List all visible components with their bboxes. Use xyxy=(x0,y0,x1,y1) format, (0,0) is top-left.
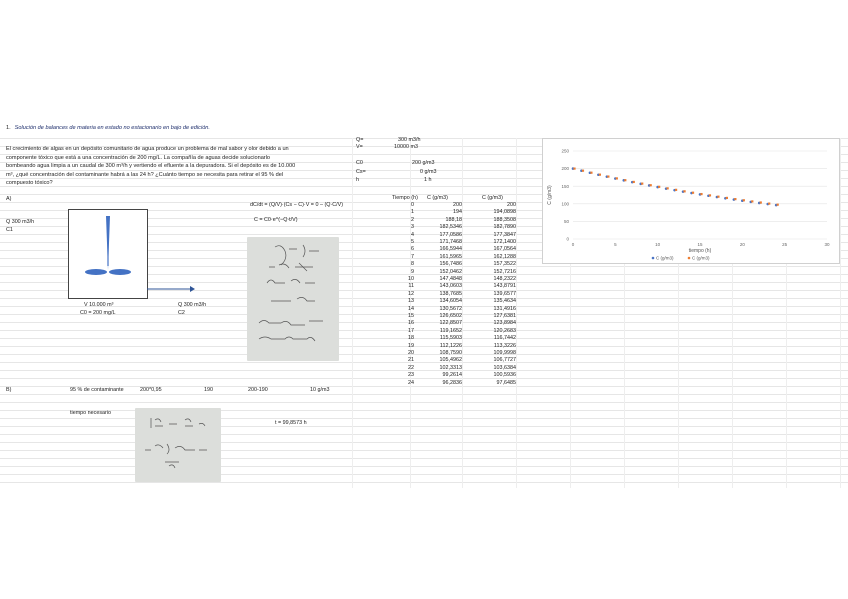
legend-marker xyxy=(688,257,691,260)
data-point-series-2 xyxy=(667,187,669,189)
table-header-time: Tiempo (h) xyxy=(392,195,418,201)
table-cell-concentration[interactable]: 188,3508 xyxy=(493,216,516,223)
data-point-series-2 xyxy=(582,170,584,172)
time-result[interactable] xyxy=(275,420,307,427)
table-cell-concentration[interactable]: 162,1288 xyxy=(493,253,516,260)
table-cell-concentration[interactable]: 188,18 xyxy=(445,216,462,223)
data-point-series-2 xyxy=(683,190,685,192)
table-cell-concentration[interactable]: 167,0564 xyxy=(493,246,516,253)
table-cell-time[interactable]: 3 xyxy=(411,224,414,231)
handwritten-derivation-photo xyxy=(247,237,339,361)
table-cell-time[interactable]: 22 xyxy=(408,364,414,371)
table-cell-concentration[interactable]: 171,7468 xyxy=(439,239,462,245)
data-point-series-2 xyxy=(751,200,753,202)
table-cell-concentration[interactable]: 120,2683 xyxy=(493,327,516,334)
table-cell-concentration[interactable]: 152,0462 xyxy=(439,268,462,275)
problem-statement: El crecimiento de algas en un depósito comunitario de agua produce un problema de mal sabor y olor debido a un componente tóxico que está a una concentración de 200 mg/L. La compañía de aguas decide solucionarlo bombeando agua limpia a un caudal de 300 m³/h y vertiendo el efluente a la depuradora. Si el depósito es de 10.000 m³, ¿qué concentración del contaminante habrá a las 24 h? ¿Cuánto tiempo se necesita para retirar el 95 % del compuesto tóxico? xyxy=(6,146,296,187)
data-point-series-2 xyxy=(624,179,626,181)
table-cell-concentration[interactable]: 157,3522 xyxy=(493,261,516,268)
table-cell-time[interactable]: 18 xyxy=(408,335,414,342)
table-cell-time[interactable]: 8 xyxy=(411,261,414,268)
table-cell-concentration[interactable]: 177,0586 xyxy=(439,231,462,238)
table-cell-concentration[interactable]: 143,8791 xyxy=(493,283,516,290)
data-point-series-2 xyxy=(573,168,575,170)
table-cell-time[interactable]: 17 xyxy=(408,327,414,334)
table-cell-concentration[interactable]: 200 xyxy=(507,202,516,208)
data-point-series-2 xyxy=(599,174,601,176)
table-cell-concentration[interactable]: 194,0898 xyxy=(493,209,516,216)
y-axis-title: C (g/m3) xyxy=(547,185,553,205)
data-point-series-2 xyxy=(726,197,728,199)
x-tick-label: 10 xyxy=(655,242,661,247)
time-result-label: t = xyxy=(275,420,282,426)
table-cell-concentration[interactable]: 172,1400 xyxy=(493,239,516,245)
table-cell-time[interactable]: 24 xyxy=(408,379,414,386)
param-value-q[interactable]: 300 m3/h xyxy=(398,137,421,143)
table-cell-time[interactable]: 0 xyxy=(411,202,414,208)
table-cell-concentration[interactable]: 138,7685 xyxy=(439,290,462,297)
table-cell-time[interactable]: 14 xyxy=(408,305,414,312)
concentration-chart[interactable] xyxy=(542,138,840,264)
table-cell-concentration[interactable]: 131,4916 xyxy=(493,305,516,312)
data-point-series-2 xyxy=(760,201,762,203)
c2-label: C2 xyxy=(178,310,185,316)
table-cell-time[interactable]: 19 xyxy=(408,342,414,349)
table-cell-concentration[interactable]: 134,6054 xyxy=(439,298,462,305)
y-tick-label: 50 xyxy=(563,219,569,224)
table-cell-concentration[interactable]: 127,6381 xyxy=(493,313,516,319)
legend-marker xyxy=(652,257,655,260)
param-value-h[interactable]: 1 h xyxy=(424,177,432,183)
table-cell-concentration[interactable]: 148,2322 xyxy=(493,276,516,282)
data-point-series-2 xyxy=(743,199,745,201)
data-point-series-2 xyxy=(650,184,652,186)
table-cell-concentration[interactable]: 108,7590 xyxy=(439,350,462,356)
x-tick-label: 25 xyxy=(782,242,788,247)
table-cell-time[interactable]: 2 xyxy=(411,216,414,223)
table-cell-concentration[interactable]: 161,5965 xyxy=(439,253,462,260)
data-point-series-2 xyxy=(641,183,643,185)
time-needed-label: tiempo necesario xyxy=(70,410,112,416)
data-point-series-2 xyxy=(658,186,660,188)
table-cell-time[interactable]: 11 xyxy=(408,283,414,290)
table-cell-time[interactable]: 20 xyxy=(408,350,414,356)
c-final-calc-cell[interactable]: 200-190 xyxy=(248,387,268,393)
percent-calc-cell[interactable]: 200*0,95 xyxy=(140,387,162,393)
handwriting-scribble xyxy=(247,237,339,361)
table-cell-concentration[interactable]: 102,3313 xyxy=(439,364,462,371)
q-in-label: Q 300 m3/h xyxy=(6,219,35,225)
table-cell-concentration[interactable]: 105,4962 xyxy=(439,357,462,364)
param-value-c0[interactable]: 200 g/m3 xyxy=(412,160,435,166)
param-label-cs: Cs= xyxy=(356,169,366,175)
table-cell-concentration[interactable]: 115,5903 xyxy=(439,335,462,342)
data-point-series-2 xyxy=(768,202,770,204)
exercise-number: 1. xyxy=(6,125,11,131)
time-result-unit: h xyxy=(303,420,307,426)
table-header-conc-b: C (g/m3) xyxy=(482,195,503,201)
data-point-series-2 xyxy=(590,172,592,174)
c-final-cell[interactable] xyxy=(310,387,329,394)
percent-removal-label: 95 % de contaminante xyxy=(70,387,124,393)
table-cell-concentration[interactable]: 182,5346 xyxy=(439,224,462,231)
table-cell-concentration[interactable]: 103,6384 xyxy=(493,364,516,371)
legend-label: C (g/m3) xyxy=(692,255,710,261)
table-cell-time[interactable]: 4 xyxy=(411,231,414,238)
table-cell-concentration[interactable]: 166,5944 xyxy=(439,246,462,253)
y-tick-label: 0 xyxy=(566,236,569,242)
y-tick-label: 200 xyxy=(561,166,569,172)
param-value-v[interactable]: 10000 m3 xyxy=(394,144,418,150)
tank-drawing xyxy=(69,210,147,298)
table-cell-concentration[interactable]: 122,8507 xyxy=(439,320,462,327)
data-point-series-2 xyxy=(734,198,736,200)
chart-svg xyxy=(543,139,839,263)
table-cell-concentration[interactable]: 99,2614 xyxy=(442,372,462,379)
x-axis-title: tiempo (h) xyxy=(688,248,712,254)
tank-initial-concentration: C0 = 200 mg/L xyxy=(80,310,116,316)
table-cell-concentration[interactable]: 97,6485 xyxy=(496,379,516,386)
exercise-title xyxy=(6,125,210,131)
table-header-conc-a: C (g/m3) xyxy=(427,195,448,201)
data-point-series-2 xyxy=(633,181,635,183)
table-cell-concentration[interactable]: 156,7486 xyxy=(439,261,462,268)
table-cell-concentration[interactable]: 123,8984 xyxy=(493,320,516,327)
table-cell-concentration[interactable]: 106,7727 xyxy=(493,357,516,364)
data-point-series-2 xyxy=(607,175,609,177)
table-cell-time[interactable]: 13 xyxy=(408,298,414,305)
x-tick-label: 0 xyxy=(571,242,575,247)
table-cell-time[interactable]: 7 xyxy=(411,253,414,260)
table-cell-time[interactable]: 10 xyxy=(408,276,414,282)
time-result-value: 99,8573 xyxy=(282,420,303,426)
table-cell-concentration[interactable]: 100,5936 xyxy=(493,372,516,379)
table-cell-concentration[interactable]: 177,3847 xyxy=(493,231,516,238)
y-tick-label: 150 xyxy=(561,183,569,189)
impeller-left-blade xyxy=(85,269,107,275)
table-cell-concentration[interactable]: 113,3226 xyxy=(493,342,516,349)
param-label-c0: C0 xyxy=(356,160,363,166)
data-point-series-2 xyxy=(675,189,677,191)
table-cell-concentration[interactable]: 194 xyxy=(453,209,462,216)
data-point-series-2 xyxy=(692,192,694,194)
data-point-series-2 xyxy=(709,194,711,196)
table-cell-concentration[interactable]: 96,2836 xyxy=(442,379,462,386)
tank-diagram xyxy=(68,209,148,299)
param-label-q: Q= xyxy=(356,137,364,143)
table-cell-concentration[interactable]: 119,1652 xyxy=(439,327,462,334)
handwritten-solution-photo xyxy=(135,408,221,482)
table-cell-time[interactable]: 5 xyxy=(411,239,414,245)
table-cell-time[interactable]: 9 xyxy=(411,268,414,275)
inlet-stream xyxy=(106,216,110,270)
section-a-label: A) xyxy=(6,196,12,202)
table-cell-time[interactable]: 21 xyxy=(408,357,414,364)
table-cell-time[interactable]: 1 xyxy=(411,209,414,216)
table-cell-time[interactable]: 6 xyxy=(411,246,414,253)
c-final-unit: g/m3 xyxy=(317,387,330,393)
y-tick-label: 100 xyxy=(561,201,569,207)
exercise-heading: Solución de balances de materia en estado no estacionario en bajo de edición. xyxy=(14,125,210,131)
table-cell-concentration[interactable]: 182,7890 xyxy=(493,224,516,231)
data-point-series-2 xyxy=(717,196,719,198)
q-out-label: Q 300 m3/h xyxy=(178,302,207,308)
tank-volume-label: V 10.000 m³ xyxy=(84,302,114,308)
c1-label: C1 xyxy=(6,227,13,233)
table-cell-time[interactable]: 15 xyxy=(408,313,414,319)
impeller-right-blade xyxy=(109,269,131,275)
x-tick-label: 20 xyxy=(739,242,745,247)
data-point-series-2 xyxy=(700,193,702,195)
x-tick-label: 30 xyxy=(824,242,830,247)
c95-cell[interactable]: 190 xyxy=(204,387,213,393)
x-tick-label: 15 xyxy=(697,242,703,247)
y-tick-label: 250 xyxy=(561,148,569,154)
table-cell-time[interactable]: 23 xyxy=(408,372,414,379)
table-cell-concentration[interactable]: 147,4848 xyxy=(439,276,462,282)
table-cell-concentration[interactable]: 200 xyxy=(453,202,462,208)
table-cell-concentration[interactable]: 109,9998 xyxy=(493,350,516,356)
legend-label: C (g/m3) xyxy=(656,255,674,261)
data-point-series-2 xyxy=(777,204,779,206)
param-value-cs[interactable]: 0 g/m3 xyxy=(420,169,437,175)
table-cell-concentration[interactable]: 112,1226 xyxy=(439,342,462,349)
table-cell-concentration[interactable]: 126,6502 xyxy=(439,313,462,319)
section-b-label: B) xyxy=(6,387,12,393)
table-cell-concentration[interactable]: 135,4634 xyxy=(493,298,516,305)
table-cell-concentration[interactable]: 139,6577 xyxy=(493,290,516,297)
param-label-v: V= xyxy=(356,144,363,150)
data-point-series-2 xyxy=(616,177,618,179)
x-tick-label: 5 xyxy=(614,242,617,247)
table-cell-time[interactable]: 12 xyxy=(408,290,414,297)
outlet-arrow-icon xyxy=(146,285,196,293)
table-cell-concentration[interactable]: 143,0603 xyxy=(439,283,462,290)
solution-equation-cell[interactable]: C = C0·e^(−Q·t/V) xyxy=(254,217,298,223)
c-final-value: 10 xyxy=(310,387,316,393)
balance-equation-cell[interactable]: dC/dt = (Q/V)·(Cs − C)·V = 0 – (Q·C/V) xyxy=(250,202,344,208)
table-cell-time[interactable]: 16 xyxy=(408,320,414,327)
table-cell-concentration[interactable]: 130,5672 xyxy=(439,305,462,312)
handwriting-scribble-2 xyxy=(135,408,221,482)
table-cell-concentration[interactable]: 152,7216 xyxy=(493,268,516,275)
table-cell-concentration[interactable]: 116,7442 xyxy=(493,335,516,342)
param-label-h: h xyxy=(356,177,359,183)
